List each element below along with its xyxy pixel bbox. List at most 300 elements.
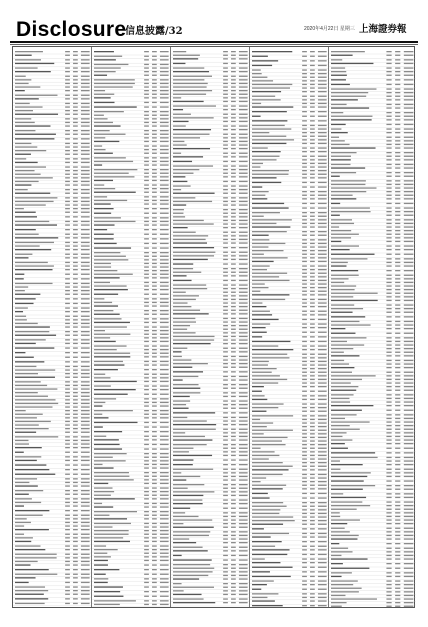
value-line xyxy=(239,564,248,565)
value-line xyxy=(160,83,169,84)
value-line xyxy=(310,528,315,529)
text-line xyxy=(94,252,120,253)
value-line xyxy=(160,213,169,214)
value-line xyxy=(231,185,236,186)
value-line xyxy=(310,128,315,129)
value-line xyxy=(73,55,78,56)
text-line xyxy=(252,323,270,324)
value-line xyxy=(395,226,400,227)
value-line xyxy=(73,67,78,68)
text-line xyxy=(331,112,343,113)
value-line xyxy=(144,270,149,271)
value-line xyxy=(310,269,315,270)
value-line xyxy=(231,499,236,500)
value-line xyxy=(65,201,70,202)
value-line xyxy=(404,316,414,317)
text-line xyxy=(252,509,280,510)
value-line xyxy=(310,533,315,534)
value-line xyxy=(223,169,228,170)
text-line xyxy=(331,421,370,422)
value-line xyxy=(239,412,248,413)
value-line xyxy=(160,203,169,204)
value-line xyxy=(386,234,391,235)
text-line xyxy=(252,361,269,362)
value-line xyxy=(231,275,236,276)
text-line xyxy=(331,285,356,286)
value-line xyxy=(65,86,70,87)
value-line xyxy=(318,375,327,376)
text-line xyxy=(173,185,191,186)
value-line xyxy=(231,535,236,536)
value-line xyxy=(144,106,149,107)
text-line xyxy=(94,149,106,150)
value-line xyxy=(65,577,70,578)
value-line xyxy=(160,289,169,290)
value-line xyxy=(302,276,307,277)
value-line xyxy=(65,460,70,461)
value-line xyxy=(160,234,169,235)
text-line xyxy=(331,414,357,415)
value-line xyxy=(318,294,327,295)
text-line xyxy=(15,294,40,295)
text-line xyxy=(252,481,261,482)
text-line xyxy=(15,76,26,77)
text-line xyxy=(94,203,111,204)
value-line xyxy=(152,444,157,445)
value-line xyxy=(65,482,70,483)
value-line xyxy=(302,466,307,467)
value-line xyxy=(318,239,327,240)
value-line xyxy=(231,94,236,95)
text-line xyxy=(94,221,136,222)
value-line xyxy=(152,229,157,230)
value-line xyxy=(223,86,228,87)
value-line xyxy=(239,94,248,95)
text-line xyxy=(15,545,40,546)
value-line xyxy=(302,474,307,475)
value-line xyxy=(144,374,149,375)
text-line xyxy=(94,578,108,579)
value-line xyxy=(160,439,169,440)
value-line xyxy=(160,457,169,458)
value-line xyxy=(65,184,70,185)
text-line xyxy=(331,245,359,246)
value-line xyxy=(73,249,78,250)
value-line xyxy=(160,444,169,445)
text-line xyxy=(15,106,43,107)
value-line xyxy=(310,323,315,324)
value-line xyxy=(152,448,157,449)
value-line xyxy=(310,77,315,78)
text-line xyxy=(94,111,124,112)
value-line xyxy=(73,366,78,367)
value-line xyxy=(65,440,70,441)
value-line xyxy=(73,130,78,131)
value-line xyxy=(302,448,307,449)
value-line xyxy=(144,196,149,197)
value-line xyxy=(231,412,236,413)
text-line xyxy=(252,125,285,126)
value-line xyxy=(81,529,90,530)
value-line xyxy=(239,420,248,421)
value-line xyxy=(152,224,157,225)
value-line xyxy=(318,151,327,152)
value-line xyxy=(223,242,228,243)
value-line xyxy=(318,580,327,581)
text-line xyxy=(94,495,111,496)
value-line xyxy=(239,602,248,603)
value-line xyxy=(152,67,157,68)
value-line xyxy=(302,254,307,255)
value-line xyxy=(223,101,228,102)
value-line xyxy=(144,149,149,150)
value-line xyxy=(386,398,391,399)
value-line xyxy=(386,448,391,449)
value-line xyxy=(404,195,414,196)
text-line xyxy=(252,177,277,178)
value-line xyxy=(386,71,391,72)
value-line xyxy=(65,414,70,415)
text-line xyxy=(15,189,28,190)
text-line xyxy=(15,249,51,250)
value-line xyxy=(65,569,70,570)
value-line xyxy=(223,542,228,543)
value-line xyxy=(73,197,78,198)
text-line xyxy=(252,593,278,594)
text-line xyxy=(252,332,267,333)
value-line xyxy=(395,576,400,577)
value-line xyxy=(231,451,236,452)
value-line xyxy=(302,469,307,470)
value-line xyxy=(239,232,248,233)
value-line xyxy=(73,525,78,526)
value-line xyxy=(395,555,400,556)
text-line xyxy=(173,144,187,145)
value-line xyxy=(239,169,248,170)
value-line xyxy=(318,502,327,503)
value-line xyxy=(73,432,78,433)
value-line xyxy=(239,550,248,551)
value-line xyxy=(395,275,400,276)
value-line xyxy=(302,597,307,598)
text-line xyxy=(15,316,26,317)
value-line xyxy=(81,184,90,185)
value-line xyxy=(395,425,400,426)
value-line xyxy=(386,75,391,76)
value-line xyxy=(152,238,157,239)
text-line xyxy=(331,394,354,395)
value-line xyxy=(73,166,78,167)
text-line xyxy=(15,388,57,389)
value-line xyxy=(302,600,307,601)
value-line xyxy=(223,404,228,405)
value-line xyxy=(160,448,169,449)
text-line xyxy=(15,103,30,104)
masthead-rule xyxy=(10,41,418,43)
value-line xyxy=(239,336,248,337)
text-line xyxy=(331,144,350,145)
value-line xyxy=(239,114,248,115)
text-line xyxy=(331,452,375,453)
text-line xyxy=(173,550,208,551)
value-line xyxy=(395,116,400,117)
value-line xyxy=(160,217,169,218)
value-line xyxy=(223,392,228,393)
value-line xyxy=(386,265,391,266)
value-line xyxy=(81,331,90,332)
value-line xyxy=(144,511,149,512)
value-line xyxy=(404,164,414,165)
value-line xyxy=(152,137,157,138)
value-line xyxy=(152,534,157,535)
value-line xyxy=(65,130,70,131)
value-line xyxy=(239,76,248,77)
value-line xyxy=(73,369,78,370)
value-line xyxy=(302,128,307,129)
value-line xyxy=(81,162,90,163)
value-line xyxy=(160,161,169,162)
value-line xyxy=(395,128,400,129)
text-line xyxy=(252,163,263,164)
value-line xyxy=(81,197,90,198)
value-line xyxy=(73,399,78,400)
value-line xyxy=(310,111,315,112)
brand-title: Disclosure xyxy=(16,18,127,41)
text-line xyxy=(173,252,215,253)
value-line xyxy=(302,485,307,486)
value-line xyxy=(395,591,400,592)
value-line xyxy=(404,341,414,342)
value-line xyxy=(404,410,414,411)
value-line xyxy=(239,359,248,360)
text-line xyxy=(252,77,267,78)
text-line xyxy=(331,448,348,449)
text-line xyxy=(173,239,206,240)
value-line xyxy=(231,376,236,377)
value-line xyxy=(144,467,149,468)
value-line xyxy=(310,294,315,295)
value-line xyxy=(65,229,70,230)
text-line xyxy=(252,219,292,220)
value-line xyxy=(223,503,228,504)
value-line xyxy=(160,238,169,239)
value-line xyxy=(144,188,149,189)
text-line xyxy=(252,502,283,503)
text-line xyxy=(331,84,350,85)
value-line xyxy=(73,204,78,205)
value-line xyxy=(386,535,391,536)
text-line xyxy=(94,247,131,248)
text-line xyxy=(173,259,208,260)
text-line xyxy=(252,243,285,244)
text-line xyxy=(15,265,54,266)
value-line xyxy=(310,159,315,160)
value-line xyxy=(302,311,307,312)
value-line xyxy=(144,591,149,592)
text-line xyxy=(331,584,353,585)
value-line xyxy=(404,497,414,498)
text-line xyxy=(15,515,43,516)
text-line xyxy=(15,577,36,578)
value-line xyxy=(404,59,414,60)
value-line xyxy=(239,429,248,430)
value-line xyxy=(318,147,327,148)
text-line xyxy=(173,408,189,409)
value-line xyxy=(386,519,391,520)
text-line xyxy=(252,567,293,568)
text-line xyxy=(15,534,24,535)
value-line xyxy=(144,464,149,465)
value-line xyxy=(404,598,414,599)
value-line xyxy=(302,361,307,362)
text-line xyxy=(15,311,23,312)
text-line xyxy=(173,531,210,532)
text-line xyxy=(94,213,111,214)
text-line xyxy=(252,128,291,129)
value-line xyxy=(310,51,315,52)
text-line xyxy=(331,352,344,353)
value-line xyxy=(65,59,70,60)
value-line xyxy=(404,476,414,477)
text-line xyxy=(252,576,291,577)
text-line xyxy=(15,134,56,135)
value-line xyxy=(81,586,90,587)
text-line xyxy=(252,562,280,563)
text-line xyxy=(252,426,267,427)
value-line xyxy=(160,229,169,230)
value-line xyxy=(386,167,391,168)
text-line xyxy=(331,79,346,80)
value-line xyxy=(65,311,70,312)
text-line xyxy=(331,71,346,72)
value-line xyxy=(404,230,414,231)
value-line xyxy=(231,288,236,289)
value-line xyxy=(160,374,169,375)
value-line xyxy=(318,73,327,74)
value-line xyxy=(404,119,414,120)
value-line xyxy=(144,161,149,162)
value-line xyxy=(302,576,307,577)
value-line xyxy=(310,386,315,387)
text-line xyxy=(94,414,102,415)
value-line xyxy=(152,94,157,95)
value-line xyxy=(239,173,248,174)
value-line xyxy=(404,172,414,173)
value-line xyxy=(310,96,315,97)
value-line xyxy=(318,170,327,171)
value-line xyxy=(65,392,70,393)
text-line xyxy=(331,367,354,368)
value-line xyxy=(223,165,228,166)
value-line xyxy=(223,396,228,397)
value-line xyxy=(152,377,157,378)
value-line xyxy=(152,596,157,597)
value-line xyxy=(73,436,78,437)
value-line xyxy=(231,129,236,130)
value-line xyxy=(404,436,414,437)
fine-print-rows xyxy=(250,47,329,607)
value-line xyxy=(404,505,414,506)
value-line xyxy=(73,181,78,182)
value-line xyxy=(81,326,90,327)
value-line xyxy=(152,134,157,135)
value-line xyxy=(223,213,228,214)
value-line xyxy=(310,87,315,88)
value-line xyxy=(404,375,414,376)
value-line xyxy=(302,186,307,187)
value-line xyxy=(302,151,307,152)
value-line xyxy=(160,361,169,362)
value-line xyxy=(81,83,90,84)
value-line xyxy=(302,536,307,537)
value-line xyxy=(395,112,400,113)
value-line xyxy=(81,381,90,382)
value-line xyxy=(81,212,90,213)
value-line xyxy=(395,223,400,224)
value-line xyxy=(310,580,315,581)
text-line xyxy=(94,569,119,570)
value-line xyxy=(310,422,315,423)
value-line xyxy=(81,414,90,415)
value-line xyxy=(73,242,78,243)
value-line xyxy=(223,185,228,186)
value-line xyxy=(395,324,400,325)
value-line xyxy=(223,459,228,460)
value-line xyxy=(318,65,327,66)
text-line xyxy=(15,392,38,393)
text-line xyxy=(252,280,290,281)
value-line xyxy=(318,488,327,489)
value-line xyxy=(302,580,307,581)
text-line xyxy=(94,298,104,299)
value-line xyxy=(152,422,157,423)
value-line xyxy=(144,274,149,275)
value-line xyxy=(318,257,327,258)
value-line xyxy=(310,361,315,362)
value-line xyxy=(152,410,157,411)
value-line xyxy=(144,414,149,415)
value-line xyxy=(65,518,70,519)
value-line xyxy=(144,157,149,158)
value-line xyxy=(160,381,169,382)
value-line xyxy=(144,302,149,303)
value-line xyxy=(160,491,169,492)
text-line xyxy=(15,158,26,159)
text-line xyxy=(94,277,120,278)
value-line xyxy=(152,604,157,605)
value-line xyxy=(302,605,307,606)
text-line xyxy=(173,336,215,337)
value-line xyxy=(231,559,236,560)
value-line xyxy=(152,417,157,418)
value-line xyxy=(239,268,248,269)
value-line xyxy=(152,389,157,390)
value-line xyxy=(404,480,414,481)
value-line xyxy=(81,229,90,230)
text-line xyxy=(252,273,287,274)
value-line xyxy=(404,352,414,353)
value-line xyxy=(395,382,400,383)
value-line xyxy=(73,262,78,263)
value-line xyxy=(318,364,327,365)
value-line xyxy=(302,56,307,57)
value-line xyxy=(231,444,236,445)
value-line xyxy=(239,51,248,52)
value-line xyxy=(404,606,414,607)
text-line xyxy=(252,513,279,514)
value-line xyxy=(239,388,248,389)
text-line xyxy=(173,255,214,256)
